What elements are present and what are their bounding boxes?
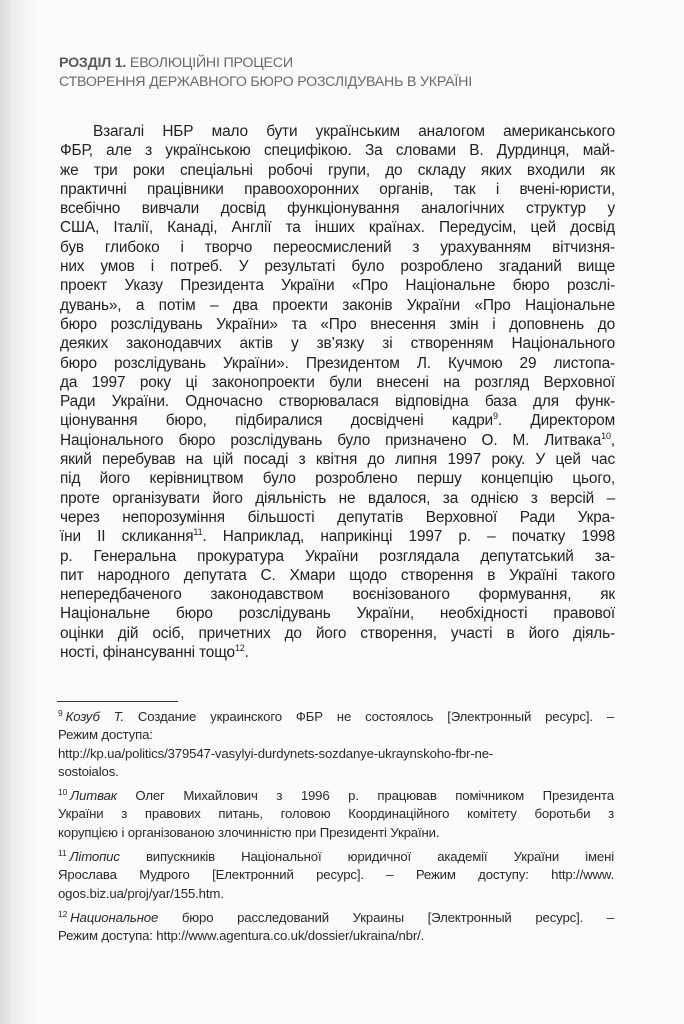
footnote-text: Олег Михайлович з 1996 р. працював помічником Президента bbox=[116, 788, 614, 804]
footnote-line bbox=[58, 787, 614, 805]
body-line: практичні працівники правоохоронних органів, так і вчені-юристи, bbox=[60, 180, 615, 198]
footnote-text: випускників Національної юридичної академії України імені bbox=[119, 849, 614, 865]
footnote-ref-10[interactable]: 10 bbox=[601, 430, 611, 441]
footnote-line bbox=[58, 909, 614, 927]
running-head bbox=[59, 54, 472, 92]
body-line-text: ціонування бюро, підбиралися досвідчені кадри bbox=[60, 412, 493, 430]
body-line: же три роки спеціальні робочі групи, до складу яких входили як bbox=[60, 161, 615, 179]
footnote-text: Создание украинского ФБР не состоялось [Электронный ресурс]. – bbox=[123, 709, 615, 724]
body-line: був глибоко і творчо переосмислений з урахуванням вітчизня- bbox=[60, 238, 615, 256]
body-line-tail: , bbox=[610, 431, 615, 449]
body-line: непередбаченого законодавством воєнізованого формування, як bbox=[60, 586, 615, 604]
footnote-9 bbox=[58, 708, 614, 781]
body-line-text: Національного бюро розслідувань було призначено О. М. Литвака bbox=[60, 431, 602, 449]
footnote-link[interactable]: ogos.biz.ua/proj/yar/155.htm. bbox=[58, 885, 224, 901]
body-line: всебічно вивчали досвід функціонування аналогічних структур у bbox=[60, 200, 615, 218]
body-line-text: їни II скликання bbox=[60, 528, 194, 546]
footnote-number: 10 bbox=[58, 787, 68, 798]
body-line-with-ref bbox=[60, 411, 615, 430]
body-line: проект Указу Президента України «Про Національне бюро розслі- bbox=[60, 277, 615, 295]
chapter-title-part-2: СТВОРЕННЯ ДЕРЖАВНОГО БЮРО РОЗСЛІДУВАНЬ В УКРАЇНІ bbox=[59, 74, 472, 90]
body-line: р. Генеральна прокуратура України розглядала депутатський за- bbox=[60, 547, 615, 565]
body-line-text: ності, фінансуванні тощо bbox=[60, 644, 235, 662]
footnotes bbox=[58, 708, 614, 952]
body-line-tail: . Директором bbox=[497, 412, 615, 430]
footnote-divider bbox=[57, 701, 178, 702]
footnote-link[interactable]: http://kp.ua/politics/379547-vasylyi-durdynets-sozdanye-ukraynskoho-fbr-ne- bbox=[58, 745, 494, 761]
footnote-number: 12 bbox=[58, 908, 68, 919]
footnote-author: Национальное bbox=[70, 909, 159, 925]
body-line: них умов і потреб. У результаті було розроблено згаданий вище bbox=[60, 258, 615, 276]
body-line: який перебував на цій посаді з квітня до липня 1997 року. У цей час bbox=[60, 451, 615, 469]
body-line-with-ref bbox=[60, 527, 615, 546]
body-line: проте організувати його діяльність не вдалося, за однією з версій – bbox=[60, 489, 615, 507]
footnote-author: Козуб Т. bbox=[65, 709, 124, 724]
body-line-with-ref bbox=[60, 431, 615, 450]
footnote-line: корупцією і організованою злочинністю при Президенті України. bbox=[58, 824, 440, 840]
body-line: ФБР, але з українською специфікою. За словами В. Дурдинця, май- bbox=[60, 142, 615, 160]
footnote-ref-9[interactable]: 9 bbox=[492, 411, 498, 422]
footnote-line: Режим доступа: bbox=[58, 727, 153, 743]
footnote-author: Литвак bbox=[70, 788, 117, 804]
footnote-number: 9 bbox=[58, 708, 63, 718]
footnote-12 bbox=[58, 909, 614, 946]
footnote-author: Літопис bbox=[69, 849, 120, 865]
footnote-line bbox=[58, 848, 614, 866]
body-line: да 1997 року ці законопроекти були внесені на розгляд Верховної bbox=[60, 373, 615, 391]
footnote-ref-12[interactable]: 12 bbox=[234, 643, 245, 654]
body-line: Національне бюро розслідувань України, необхідності правової bbox=[60, 605, 615, 623]
running-head-line-1 bbox=[59, 54, 472, 73]
body-line: США, Італії, Канаді, Англії та інших країнах. Передусім, цей досвід bbox=[60, 219, 615, 237]
body-line-tail: . Наприклад, наприкінці 1997 р. – початку 1998 bbox=[202, 528, 615, 546]
body-line: Взагалі НБР мало бути українським аналогом американського bbox=[93, 123, 615, 140]
footnote-11 bbox=[58, 848, 614, 903]
footnote-link[interactable]: sostoialos. bbox=[58, 763, 119, 779]
chapter-label: РОЗДІЛ 1. bbox=[59, 55, 127, 71]
footnote-line: Ярослава Мудрого [Електронний ресурс]. – Режим доступу: http://www. bbox=[58, 867, 614, 883]
footnote-ref-11[interactable]: 11 bbox=[193, 527, 203, 538]
body-line: під його керівництвом було розроблено першу концепцію цього, bbox=[60, 470, 615, 488]
body-line: дувань», а потім – два проекти законів України «Про Національне bbox=[60, 296, 615, 314]
body-paragraph bbox=[60, 122, 615, 662]
footnote-10 bbox=[58, 787, 614, 842]
footnote-line: України з правових питань, головою Координаційного комітету боротьби з bbox=[58, 806, 614, 822]
body-line: через непорозуміння більшості депутатів Верховної Ради Укра- bbox=[60, 508, 615, 526]
body-line: пит народного депутата С. Хмари щодо створення в Україні такого bbox=[60, 566, 615, 584]
body-line-tail: . bbox=[244, 644, 249, 662]
page-gutter-shadow bbox=[0, 0, 40, 1024]
body-line-with-ref bbox=[60, 643, 615, 662]
body-line: оцінки дій осіб, причетних до його створення, участі в його діяль- bbox=[60, 624, 615, 642]
footnote-number: 11 bbox=[58, 848, 67, 859]
footnote-text: бюро расследований Украины [Электронный ресурс]. – bbox=[158, 909, 614, 925]
body-line: бюро розслідувань України». Президентом Л. Кучмою 29 листопа- bbox=[60, 354, 615, 372]
body-line: деяких законодавчих актів у зв’язку зі створенням Національного bbox=[60, 335, 615, 353]
chapter-title-part-1: ЕВОЛЮЦІЙНІ ПРОЦЕСИ bbox=[126, 55, 293, 71]
body-line: Ради України. Одночасно створювалася відповідна база для функ- bbox=[60, 393, 615, 411]
footnote-line bbox=[58, 708, 614, 726]
footnote-line: Режим доступа: http://www.agentura.co.uk/dossier/ukraina/nbr/. bbox=[58, 928, 425, 944]
body-line: бюро розслідувань України» та «Про внесення змін і доповнень до bbox=[60, 315, 615, 333]
